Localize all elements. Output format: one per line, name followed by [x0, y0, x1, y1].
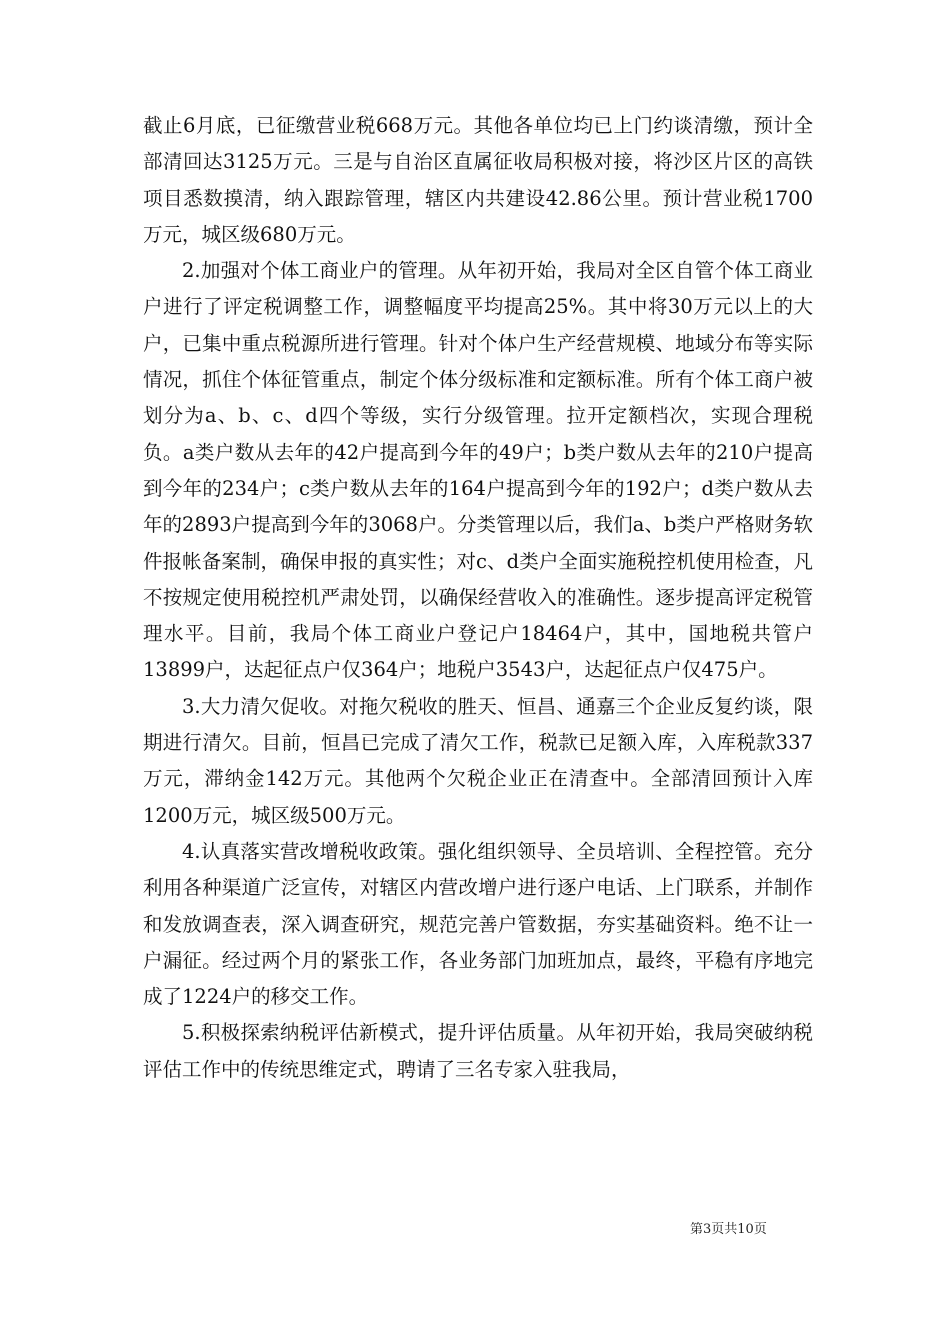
paragraph-1: 截止6月底，已征缴营业税668万元。其他各单位均已上门约谈清缴，预计全部清回达3125万元。三是与自治区直属征收局积极对接，将沙区片区的高铁项目悉数摸清，纳入跟踪管理，辖区内共建设42.86公里。预计营业税1700万元，城区级680万元。	[143, 114, 813, 246]
paragraph-5: 5.积极探索纳税评估新模式，提升评估质量。从年初开始，我局突破纳税评估工作中的传统思维定式，聘请了三名专家入驻我局，	[143, 1021, 813, 1081]
paragraph-3: 3.大力清欠促收。对拖欠税收的胜天、恒昌、通嘉三个企业反复约谈，限期进行清欠。目前，恒昌已完成了清欠工作，税款已足额入库，入库税款337万元，滞纳金142万元。其他两个欠税企业正在清查中。全部清回预计入库1200万元，城区级500万元。	[143, 694, 813, 827]
paragraph-2: 2.加强对个体工商业户的管理。从年初开始，我局对全区自管个体工商业户进行了评定税调整工作，调整幅度平均提高25%。其中将30万元以上的大户，已集中重点税源所进行管理。针对个体户生产经营规模、地域分布等实际情况，抓住个体征管重点，制定个体分级标准和定额标准。所有个体工商户被划分为a、b、c、d四个等级，实行分级管理。拉开定额档次，实现合理税负。a类户数从去年的42户提高到今年的49户；b类户数从去年的210户提高到今年的234户；c类户数从去年的164户提高到今年的192户；d类户数从去年的2893户提高到今年的3068户。分类管理以后，我们a、b类户严格财务软件报帐备案制，确保申报的真实性；对c、d类户全面实施税控机使用检查，凡不按规定使用税控机严肃处罚，以确保经营收入的准确性。逐步提高评定税管理水平。目前，我局个体工商业户登记户18464户，其中，国地税共管户13899户，达起征点户仅364户；地税户3543户，达起征点户仅475户。	[143, 259, 813, 682]
document-body	[143, 108, 813, 1088]
page-number-footer: 第3页共10页	[690, 1222, 767, 1237]
paragraph-4: 4.认真落实营改增税收政策。强化组织领导、全员培训、全程控管。充分利用各种渠道广泛宣传，对辖区内营改增户进行逐户电话、上门联系，并制作和发放调查表，深入调查研究，规范完善户管数据，夯实基础资料。绝不让一户漏征。经过两个月的紧张工作，各业务部门加班加点，最终，平稳有序地完成了1224户的移交工作。	[143, 839, 813, 1009]
